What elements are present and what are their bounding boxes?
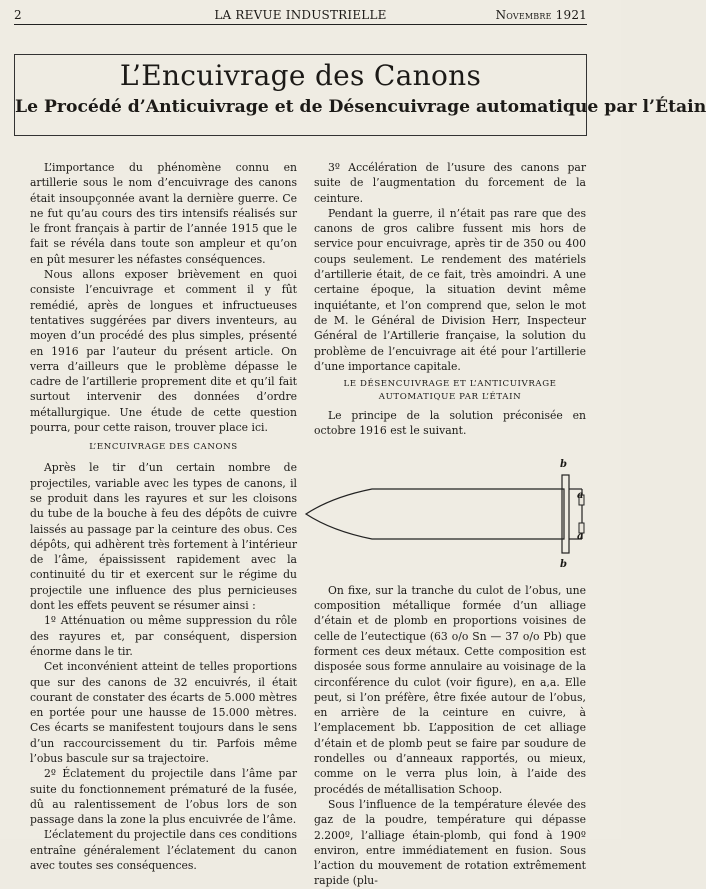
shell-diagram [314, 455, 586, 573]
label-b-bottom: b [560, 558, 567, 570]
issue-date: Novembre 1921 [495, 8, 587, 22]
paragraph: L’importance du phénomène connu en artillerie sous le nom d’encuivrage des canons était insoupçonnée avant la dernière guerre. Ce ne fut qu’au cours des tirs intensifs réalisés sur le front français à partir de l’année 1915 que le fait se révéla dans toute son ampleur et qu’on en pût mesurer les néfastes conséquences. [30, 161, 297, 266]
paragraph: 2º Éclatement du projectile dans l’âme par suite du fonctionnement prématuré de la fusée, dû au ralentissement de l’obus lors de son passage dans la zone la plus encuivrée de l’âme. [30, 767, 297, 827]
article-title: L’Encuivrage des Canons [119, 59, 482, 92]
paragraph: On fixe, sur la tranche du culot de l’obus, une composition métallique formée d’un alliage d’étain et de plomb en proportions voisines de celle de l’eutectique (63 o/o Sn — 37 o/o Pb) que forment ces deux métaux. Cette composition est disposée sous forme annulaire au voisinage de la circonférence du culot (voir figure), en a,a. Elle peut, si l’on préfère, être fixée autour de l’obus, en arrière de la ceinture en cuivre, à l’emplacement bb. L’apposition de cet alliage d’étain et de plomb peut se faire par soudure de rondelles ou d’anneaux rapportés, ou mieux, comme on le verra plus loin, à l’aide des procédés de métallisation Schoop. [314, 583, 586, 796]
paragraph: Après le tir d’un certain nombre de projectiles, variable avec les types de canons, il se produit dans les rayures et sur les cloisons du tube de la bouche à feu des dépôts de cuivre laissés au passage par la ceinture des obus. Ces dépôts, qui adhèrent très fortement à l’intérieur de l’âme, épaississent rapidement avec la continuité du tir et exercent sur le régime du projectile une influence des plus pernicieuses dont les effets peuvent se résumer ainsi : [30, 461, 297, 613]
page-number: 2 [14, 8, 22, 22]
right-column [314, 160, 586, 889]
paragraph: L’éclatement du projectile dans ces conditions entraîne généralement l’éclatement du canon avec toutes ses conséquences. [30, 828, 297, 873]
section-heading: L’ENCUIVRAGE DES CANONS [89, 442, 238, 453]
journal-title: LA REVUE INDUSTRIELLE [214, 8, 387, 22]
label-a-bottom: a [577, 530, 584, 542]
section-heading: LE DÉSENCUIVRAGE ET L’ANTICUIVRAGE AUTOMATIQUE PAR L’ÉTAIN [343, 379, 557, 403]
article-subtitle: Le Procédé d’Anticuivrage et de Désencuivrage automatique par l’Étain [15, 97, 706, 117]
paragraph: Pendant la guerre, il n’était pas rare que des canons de gros calibre fussent mis hors de service pour encuivrage, après tir de 350 ou 400 coups seulement. Le rendement des matériels d’artillerie était, de ce fait, très amoindri. A une certaine époque, la situation devint même inquiétante, et l’on comprend que, selon le mot de M. le Général de Division Herr, Inspecteur Général de l’Artillerie française, la solution du problème de l’encuivrage ait été pour l’artillerie d’une importance capitale. [314, 206, 586, 373]
article-title-box [14, 54, 706, 136]
shell-outline [306, 489, 564, 539]
paragraph: Cet inconvénient atteint de telles proportions que sur des canons de 32 encuivrés, il était courant de constater des écarts de 5.000 mètres en portée pour une hausse de 15.000 mètres. Ces écarts se manifestent toujours dans le sens d’un raccourcissement du tir. Parfois même l’obus bascule sur sa trajectoire. [30, 660, 297, 765]
paragraph: Nous allons exposer brièvement en quoi consiste l’encuivrage et comment il y fût remédié, après de longues et infructueuses tentatives suggérées par divers inventeurs, au moyen d’un procédé des plus simples, présenté en 1916 par l’auteur du présent article. On verra d’ailleurs que le problème dépasse le cadre de l’artillerie proprement dite et qu’il fait surtout intervenir des données d’ordre métallurgique. Une étude de cette question pourra, pour cette raison, trouver place ici. [30, 268, 297, 435]
label-b-top: b [560, 458, 567, 470]
label-a-top: a [577, 489, 584, 501]
paragraph: 1º Atténuation ou même suppression du rôle des rayures et, par conséquent, dispersion énorme dans le tir. [30, 614, 297, 658]
header-rule [14, 24, 587, 25]
copper-band [562, 475, 569, 553]
left-column [30, 160, 297, 873]
paragraph: Sous l’influence de la température élevée des gaz de la poudre, température qui dépasse 2.200º, l’alliage étain-plomb, qui fond à 190º environ, entre immédiatement en fusion. Sous l’action du mouvement de rotation extrêmement rapide (plu- [314, 797, 586, 888]
shell-figure [314, 455, 586, 573]
paragraph: 3º Accélération de l’usure des canons par suite de l’augmentation du forcement de la ceinture. [314, 161, 586, 205]
paragraph: Le principe de la solution préconisée en octobre 1916 est le suivant. [314, 409, 586, 438]
